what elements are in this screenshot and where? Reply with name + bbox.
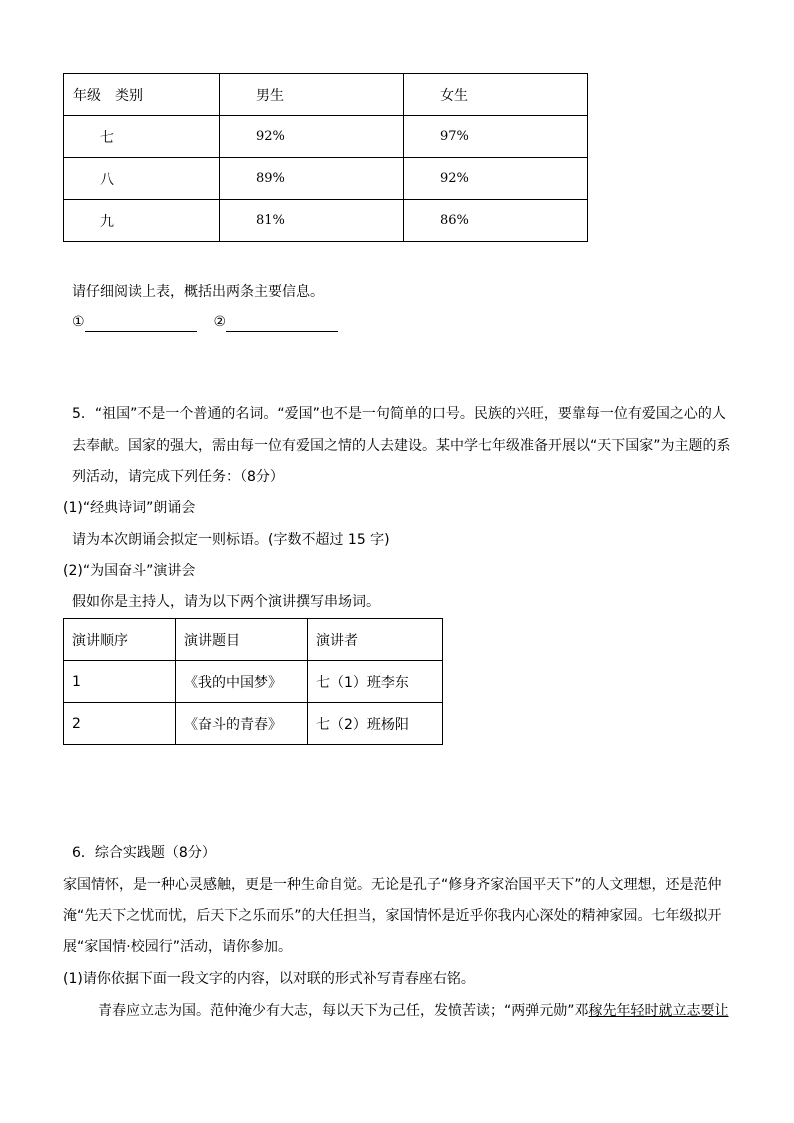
title-cell: 《奋斗的青春》 <box>176 703 308 745</box>
grade-cell: 八 <box>64 158 220 200</box>
female-cell: 86% <box>404 200 588 242</box>
q4-instruction: 请仔细阅读上表，概括出两条主要信息。 <box>72 284 324 300</box>
q5-sub2-text: 假如你是主持人，请为以下两个演讲撰写串场词。 <box>72 594 380 610</box>
q6-text-line: 家国情怀，是一种心灵感触，更是一种生命自觉。无论是孔子“修身齐家治国平天下”的人文理想，还是范仲 <box>63 877 722 893</box>
q5-sub2-title: (2)“为国奋斗”演讲会 <box>63 563 196 579</box>
table-row <box>64 158 588 200</box>
q6-paragraph-text: 青春应立志为国。范仲淹少有大志，每以天下为己任，发愤苦读；“两弹元勋”邓 <box>98 1003 589 1019</box>
q4-answer-lines <box>72 312 338 332</box>
header-cell: 演讲者 <box>308 619 443 661</box>
header-cell: 年级 类别 <box>64 74 220 116</box>
answer-blank-1[interactable] <box>85 317 197 332</box>
order-cell: 1 <box>64 661 176 703</box>
q6-sub1: (1)请你依据下面一段文字的内容，以对联的形式补写青春座右铭。 <box>63 971 475 987</box>
male-cell: 89% <box>220 158 404 200</box>
title-cell: 《我的中国梦》 <box>176 661 308 703</box>
q6-text-line: 淹“先天下之忧而忧，后天下之乐而乐”的大任担当，家国情怀是近乎你我内心深处的精神家园。七年级拟开 <box>63 908 722 924</box>
q5-sub1-title: (1)“经典诗词”朗诵会 <box>63 500 196 516</box>
header-cell: 演讲题目 <box>176 619 308 661</box>
male-cell: 92% <box>220 116 404 158</box>
q5-sub1-text: 请为本次朗诵会拟定一则标语。(字数不超过 15 字) <box>72 532 390 548</box>
grade-stats-table <box>63 73 588 242</box>
female-cell: 97% <box>404 116 588 158</box>
answer-mark-2: ② <box>213 314 227 330</box>
table-row <box>64 200 588 242</box>
answer-blank-2[interactable] <box>226 317 338 332</box>
speech-table <box>63 618 443 745</box>
speaker-cell: 七（2）班杨阳 <box>308 703 443 745</box>
speaker-cell: 七（1）班李东 <box>308 661 443 703</box>
table-header-row <box>64 619 443 661</box>
q5-text-line: 去奉献。国家的强大，需由每一位有爱国之情的人去建设。某中学七年级准备开展以“天下国家”为主题的系 <box>72 438 731 454</box>
q6-text-line: 展“家国情·校园行”活动，请你参加。 <box>63 939 292 955</box>
grade-cell: 九 <box>64 200 220 242</box>
q5-text-line: 5．“祖国”不是一个普通的名词。“爱国”也不是一句简单的口号。民族的兴旺，要靠每一位有爱国之心的人 <box>72 406 726 422</box>
table-row <box>64 703 443 745</box>
table-header-row <box>64 74 588 116</box>
grade-cell: 七 <box>64 116 220 158</box>
table-row <box>64 661 443 703</box>
female-cell: 92% <box>404 158 588 200</box>
table-row <box>64 116 588 158</box>
q6-title: 6．综合实践题（8分） <box>72 845 216 861</box>
answer-mark-1: ① <box>72 314 85 330</box>
q6-paragraph <box>98 1001 729 1021</box>
q6-paragraph-underlined: 稼先年轻时就立志要让 <box>588 1003 729 1019</box>
order-cell: 2 <box>64 703 176 745</box>
header-cell: 女生 <box>404 74 588 116</box>
male-cell: 81% <box>220 200 404 242</box>
header-cell: 男生 <box>220 74 404 116</box>
q5-text-line: 列活动，请完成下列任务：（8分） <box>72 469 284 485</box>
header-cell: 演讲顺序 <box>64 619 176 661</box>
